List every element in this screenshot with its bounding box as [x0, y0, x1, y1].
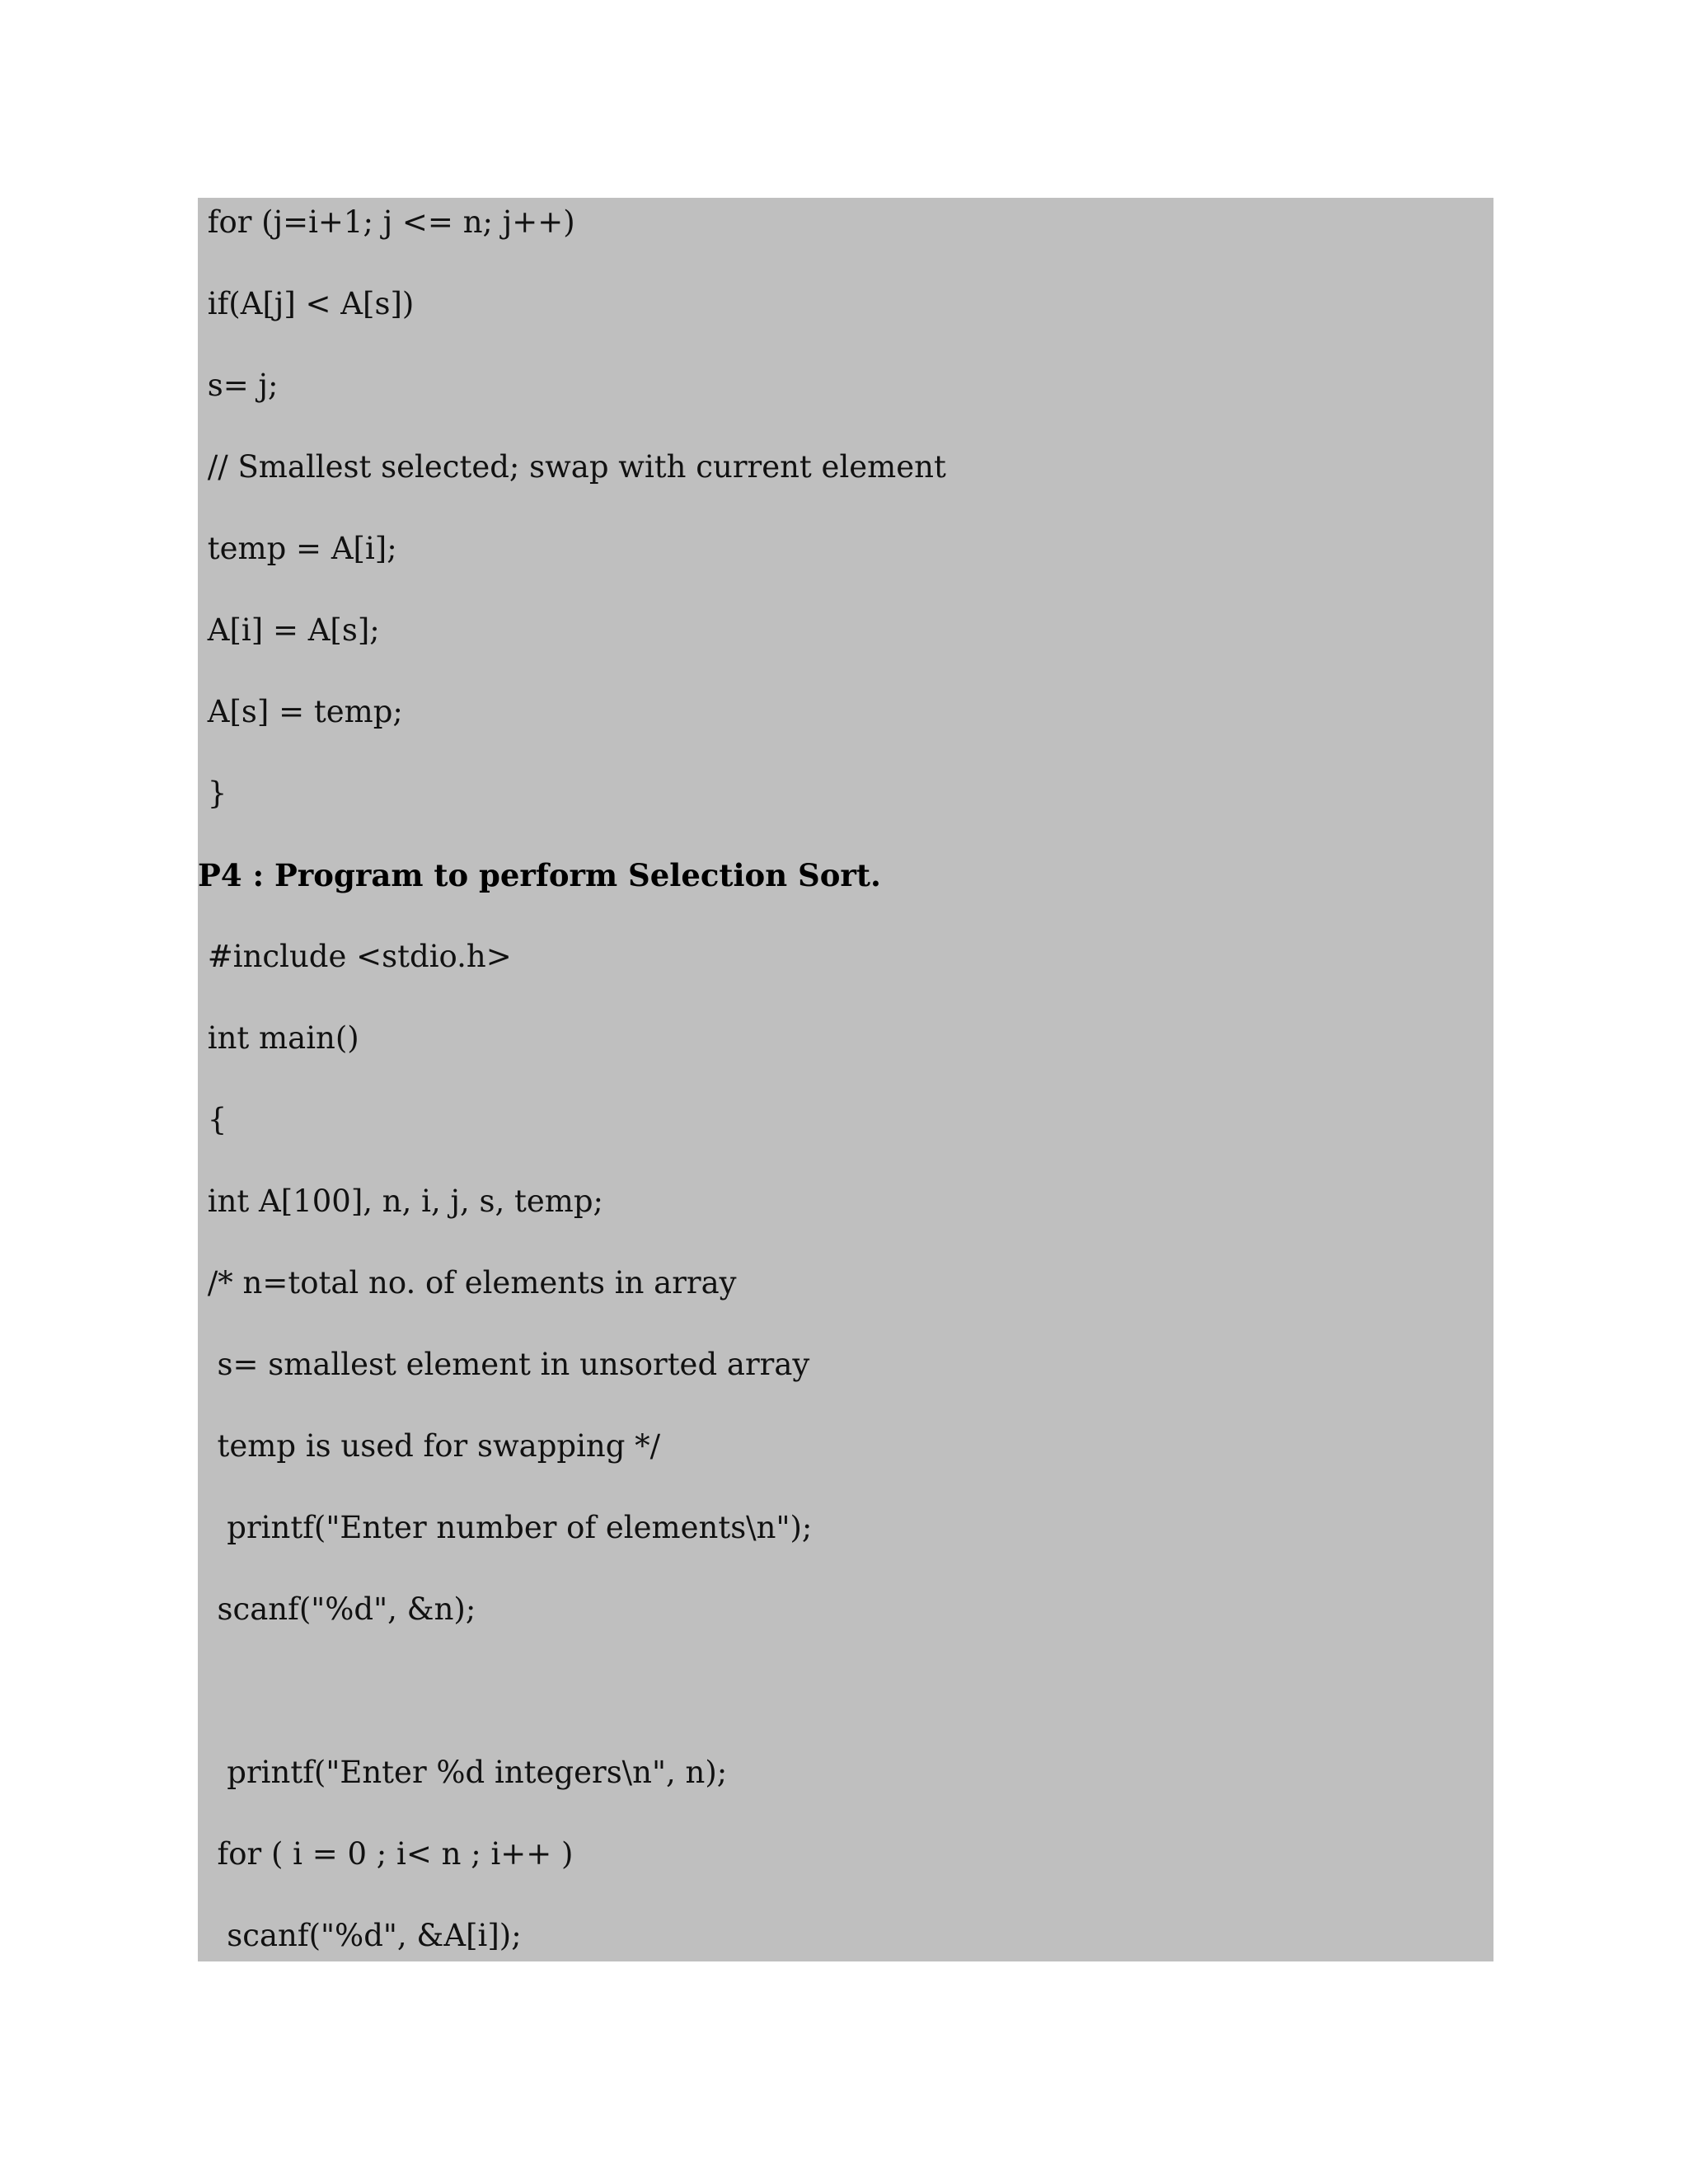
section-heading: P4 : Program to perform Selection Sort.: [198, 857, 881, 893]
code-line: // Smallest selected; swap with current element: [198, 449, 946, 485]
code-line: A[i] = A[s];: [198, 612, 380, 648]
code-line: int main(): [198, 1020, 359, 1056]
code-line: /* n=total no. of elements in array: [198, 1265, 737, 1301]
code-line: s= smallest element in unsorted array: [198, 1347, 810, 1382]
code-line: {: [198, 1102, 227, 1137]
code-line: s= j;: [198, 368, 279, 403]
code-line: temp = A[i];: [198, 531, 397, 566]
code-line: scanf("%d", &A[i]);: [198, 1918, 522, 1953]
code-line: A[s] = temp;: [198, 694, 403, 729]
code-line: if(A[j] < A[s]): [198, 286, 415, 321]
code-line: printf("Enter number of elements\n");: [198, 1510, 813, 1545]
code-line: #include <stdio.h>: [198, 939, 512, 974]
code-line: }: [198, 776, 227, 811]
code-line: for (j=i+1; j <= n; j++): [198, 204, 575, 240]
code-line: temp is used for swapping */: [198, 1428, 661, 1464]
code-line: for ( i = 0 ; i< n ; i++ ): [198, 1836, 574, 1872]
code-block: [198, 198, 1493, 1961]
code-line: int A[100], n, i, j, s, temp;: [198, 1183, 604, 1219]
code-line: printf("Enter %d integers\n", n);: [198, 1755, 728, 1790]
code-line: scanf("%d", &n);: [198, 1591, 476, 1627]
